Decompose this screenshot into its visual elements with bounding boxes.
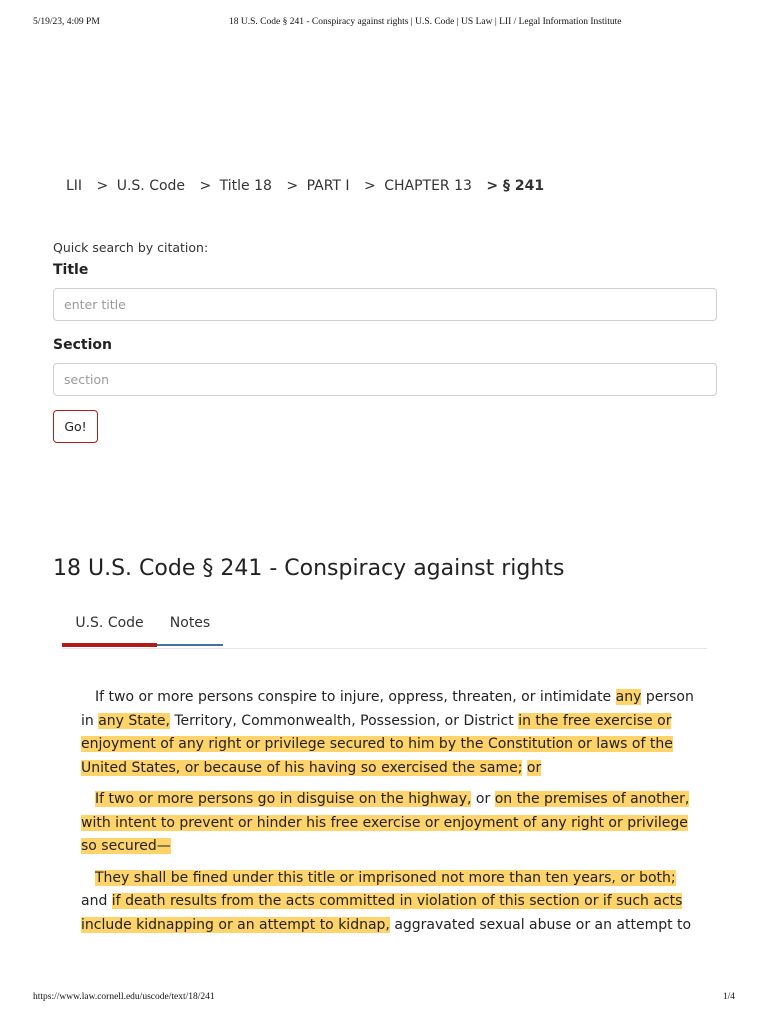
print-page-title: 18 U.S. Code § 241 - Conspiracy against rights | U.S. Code | US Law | LII / Legal Information Institute [229, 17, 622, 27]
title-field-label: Title [53, 262, 89, 278]
print-url: https://www.law.cornell.edu/uscode/text/18/241 [33, 992, 215, 1002]
statute-text-segment: Territory, Commonwealth, Possession, or District [169, 712, 519, 729]
breadcrumb-separator: > [199, 178, 212, 194]
highlighted-text: They shall be fined under this title or imprisoned not more than ten years, or both; [95, 869, 676, 886]
breadcrumb-item-part-1[interactable]: PART I [306, 178, 350, 194]
statute-text-segment: and [81, 893, 112, 909]
content-tabs [62, 603, 707, 649]
highlighted-text: any State, [98, 712, 170, 729]
breadcrumb-separator: > [286, 178, 299, 194]
go-button[interactable]: Go! [53, 410, 98, 443]
statute-text-segment: or [471, 791, 495, 807]
highlighted-text: If two or more persons go in disguise on the highway, [95, 791, 472, 807]
print-page-number: 1/4 [722, 992, 735, 1002]
statute-paragraph [81, 686, 701, 780]
breadcrumb-separator: > [364, 178, 376, 194]
breadcrumb-current: > § 241 [486, 178, 545, 194]
quick-search-form [53, 240, 717, 443]
statute-text-segment: aggravated sexual abuse or an attempt to [389, 916, 692, 933]
breadcrumb-item-chapter-13[interactable]: CHAPTER 13 [384, 178, 472, 194]
tab-us-code[interactable]: U.S. Code [62, 603, 157, 647]
breadcrumb-item-us-code[interactable]: U.S. Code [116, 178, 186, 194]
statute-text-segment: If two or more persons conspire to injure, oppress, threaten, or intimidate [95, 689, 616, 705]
breadcrumb-separator: > [96, 178, 109, 194]
breadcrumb [66, 178, 544, 194]
print-footer [33, 992, 735, 1006]
quick-search-label: Quick search by citation: [53, 240, 209, 255]
statute-text [81, 686, 701, 945]
print-header [33, 17, 735, 31]
title-input[interactable] [53, 288, 717, 321]
highlighted-text: if death results from the acts committed in violation of this section or if such acts include kidnapping or an attempt to kidnap, [81, 893, 683, 933]
statute-paragraph [81, 867, 701, 938]
section-field-label: Section [53, 337, 112, 353]
highlighted-text: any [615, 689, 642, 705]
highlighted-text: in the free exercise or enjoyment of any right or privilege secured to him by the Constitution or laws of the United States, or because of his having so exercised the same; [81, 712, 673, 776]
breadcrumb-item-title-18[interactable]: Title 18 [219, 178, 272, 194]
statute-text-segment: person in [81, 689, 694, 729]
page-title: 18 U.S. Code § 241 - Conspiracy against rights [53, 556, 565, 581]
tab-notes[interactable]: Notes [157, 603, 223, 646]
section-input[interactable] [53, 363, 717, 396]
breadcrumb-item-lii[interactable]: LII [66, 178, 83, 194]
print-date: 5/19/23, 4:09 PM [33, 17, 100, 27]
statute-paragraph [81, 788, 701, 859]
highlighted-text: or [526, 759, 542, 776]
highlighted-text: on the premises of another, with intent to prevent or hinder his free exercise or enjoyment of any right or privilege so secured— [81, 791, 690, 854]
